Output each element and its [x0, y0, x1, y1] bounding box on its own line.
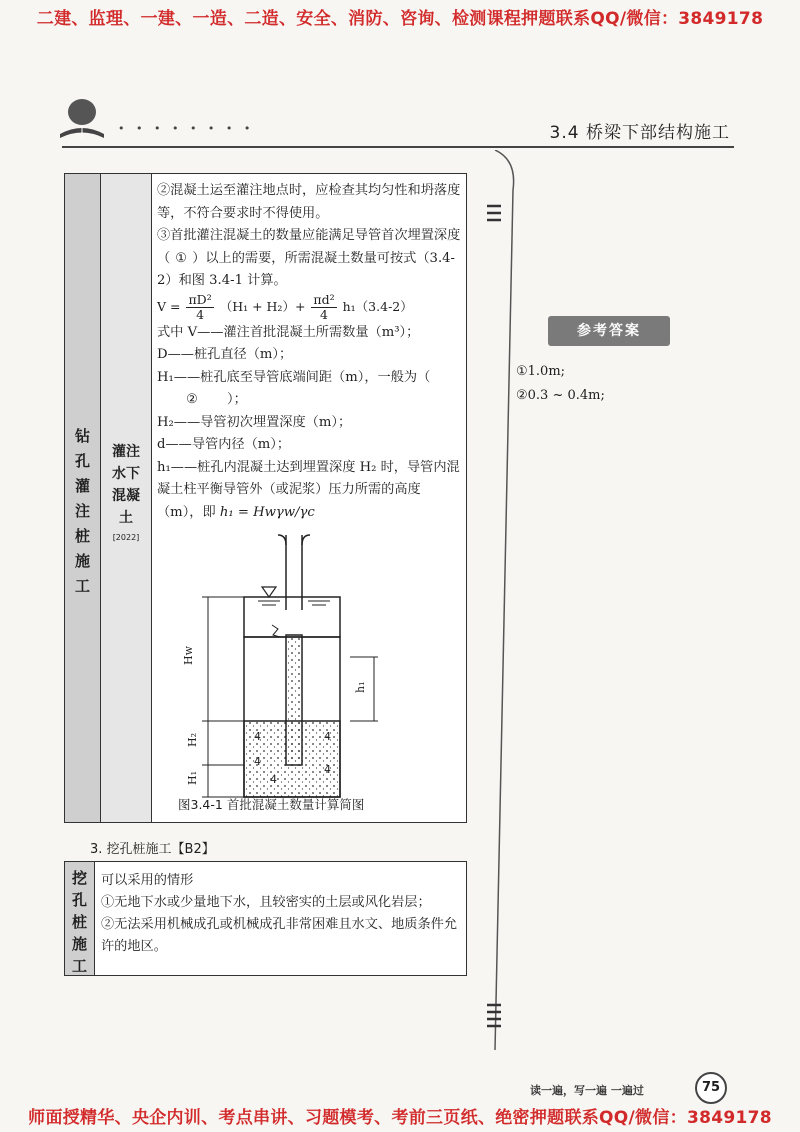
year-tag: [2022]: [112, 533, 140, 542]
table-subcategory-column: [101, 174, 152, 822]
content-line: ②混凝土运至灌注地点时，应检查其均匀性和坍落度等，不符合要求时不得使用。: [157, 183, 461, 221]
bottom-banner: 师面授精华、央企内训、考点串讲、习题模考、考前三页纸、绝密押题联系QQ/微信：3849178: [28, 1108, 772, 1128]
subcategory-line: 水下: [112, 466, 140, 482]
category-char: 孔: [74, 452, 90, 470]
category-char: 桩: [74, 527, 90, 545]
category-char: 灌: [74, 477, 90, 495]
subcategory-line: 土: [119, 510, 133, 526]
blank-1: ①: [175, 250, 188, 266]
svg-text:4: 4: [254, 755, 261, 768]
book-logo-icon: [56, 94, 108, 142]
header-dots: • • • • • • • •: [118, 122, 255, 135]
table-category-column: [65, 174, 101, 822]
dug-pile-table: [64, 861, 467, 976]
answer-item: ①1.0m;: [516, 364, 566, 379]
answer-list: [516, 360, 605, 408]
svg-text:4: 4: [324, 730, 331, 743]
category-char: 施: [71, 935, 87, 953]
category-char: 注: [74, 502, 90, 520]
content-line: d——导管内径（m）；: [157, 437, 291, 452]
subcategory-line: 灌注: [112, 444, 140, 460]
formula-3-4-2: V = $\frac{\text{πD²}}{4}$ （H₁ + H₂）+ $\frac{\text{πd²}}{4}$ h₁（3.4-2）: [157, 291, 413, 322]
answer-item: ②0.3 ~ 0.4m;: [516, 388, 605, 403]
content-line: D——桩孔直径（m）；: [157, 347, 293, 362]
content-line: h₁——桩孔内混凝土达到埋置深度 H₂ 时，导管内混凝土柱平衡导管外（或泥浆）压力所需的高度（m），即 h₁ = Hwγw/γc: [157, 459, 460, 520]
content-line: H₁——桩孔底至导管底端间距（m），一般为（② ）；: [157, 367, 463, 412]
table2-category-column: [65, 862, 95, 975]
page-number: 75: [695, 1072, 727, 1104]
pile-diagram: [178, 525, 378, 805]
footer-slogan: 读一遍，写一遍 一遍过: [530, 1084, 644, 1097]
table2-content: [101, 870, 461, 958]
label-hw: Hw: [182, 645, 195, 665]
svg-text:4: 4: [270, 773, 277, 786]
blank-2: ②: [186, 392, 198, 407]
label-H1: H₁: [186, 770, 199, 785]
subcategory-line: 混凝: [112, 488, 140, 504]
table-content: [157, 180, 463, 524]
category-char: 桩: [71, 913, 87, 931]
svg-text:4: 4: [324, 763, 331, 776]
content-line: ①无地下水或少量地下水，且较密实的土层或风化岩层；: [101, 895, 431, 910]
notebook-spine: [487, 150, 527, 1080]
answer-badge: 参考答案: [548, 316, 670, 346]
content-line: 可以采用的情形: [101, 873, 194, 888]
top-banner: 二建、监理、一建、一造、二造、安全、消防、咨询、检测课程押题联系QQ/微信：3849178: [36, 9, 764, 29]
figure-caption: 图3.4-1 首批混凝土数量计算简图: [178, 797, 365, 812]
category-char: 工: [74, 577, 90, 595]
category-char: 施: [74, 552, 90, 570]
section-title: 3.4 桥梁下部结构施工: [549, 123, 730, 143]
category-char: 孔: [71, 891, 87, 909]
content-line: ③首批灌注混凝土的数量应能满足导管首次埋置深度（ ① ）以上的需要，所需混凝土数量可按式（3.4-2）和图 3.4-1 计算。: [157, 228, 461, 288]
header-rule: [62, 146, 734, 148]
svg-text:4: 4: [254, 730, 261, 743]
category-char: 钻: [74, 427, 90, 445]
label-h1: h₁: [354, 681, 367, 693]
content-line: ②无法采用机械成孔或机械成孔非常困难且水文、地质条件允许的地区。: [101, 917, 458, 954]
label-H2: H₂: [186, 732, 199, 747]
category-char: 挖: [71, 869, 87, 887]
content-line: 式中 V——灌注首批混凝土所需数量（m³）；: [157, 324, 420, 340]
section-3-heading: 3. 挖孔桩施工【B2】: [90, 842, 215, 857]
content-line: H₂——导管初次埋置深度（m）；: [157, 414, 352, 430]
category-char: 工: [71, 957, 87, 975]
